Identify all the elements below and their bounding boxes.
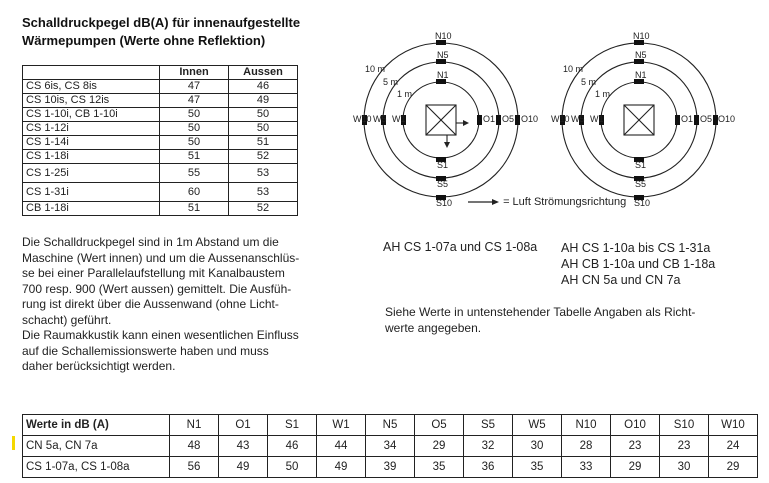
title-line-1: Schalldruckpegel dB(A) für innenaufgestellte <box>22 15 301 30</box>
highlight-marker <box>12 436 15 450</box>
model-cell: CS 10is, CS 12is <box>23 94 160 108</box>
value-cell: 23 <box>660 436 709 457</box>
row-label: CN 5a, CN 7a <box>23 436 170 457</box>
row-label: CS 1-07a, CS 1-08a <box>23 457 170 478</box>
label-o10: O10 <box>521 114 539 124</box>
label-n10: N10 <box>435 31 452 41</box>
aussen-cell: 52 <box>229 150 298 164</box>
measurement-diagram-left <box>353 30 540 208</box>
value-cell: 49 <box>219 457 268 478</box>
caption-line: AH CS 1-10a bis CS 1-31a <box>561 241 711 255</box>
label-n5: N5 <box>635 50 647 60</box>
col-header-label: Werte in dB (A) <box>23 415 170 436</box>
label-o1: O1 <box>681 114 694 124</box>
value-cell: 35 <box>415 457 464 478</box>
col-header-innen: Innen <box>160 66 229 80</box>
value-cell: 34 <box>366 436 415 457</box>
col-header-model <box>23 66 160 80</box>
table-row <box>23 457 758 478</box>
col-header: W1 <box>317 415 366 436</box>
innen-cell: 51 <box>160 150 229 164</box>
innen-cell: 50 <box>160 136 229 150</box>
aussen-cell: 50 <box>229 122 298 136</box>
col-header: W10 <box>709 415 758 436</box>
innen-cell: 47 <box>160 94 229 108</box>
value-cell: 30 <box>660 457 709 478</box>
table-row <box>23 183 298 202</box>
label-o5: O5 <box>502 114 515 124</box>
table-header-row <box>23 415 758 436</box>
para-line: schacht) geführt. <box>22 312 112 327</box>
value-cell: 24 <box>709 436 758 457</box>
model-cell: CS 1-14i <box>23 136 160 150</box>
ring-label-10m: 10 m <box>563 64 584 74</box>
value-cell: 43 <box>219 436 268 457</box>
aussen-cell: 53 <box>229 183 298 202</box>
para-line: rung ist direkt über die Aussenwand (ohne Licht- <box>22 297 279 311</box>
caption-left: AH CS 1-07a und CS 1-08a <box>383 240 538 254</box>
value-cell: 46 <box>268 436 317 457</box>
label-s5: S5 <box>437 179 449 189</box>
caption-line: AH CN 5a und CN 7a <box>561 273 681 287</box>
col-header: N5 <box>366 415 415 436</box>
para-line: auf die Schallemissionswerte haben und muss <box>22 343 269 358</box>
value-cell: 30 <box>513 436 562 457</box>
col-header: S10 <box>660 415 709 436</box>
label-s5: S5 <box>635 179 647 189</box>
label-s10: S10 <box>634 198 651 208</box>
title-line-2: Wärmepumpen (Werte ohne Reflektion) <box>22 33 266 48</box>
innen-cell: 60 <box>160 183 229 202</box>
ring-label-1m: 1 m <box>397 89 413 99</box>
arrow-right-icon <box>468 198 500 206</box>
model-cell: CB 1-18i <box>23 202 160 216</box>
value-cell: 29 <box>709 457 758 478</box>
aussen-cell: 53 <box>229 164 298 183</box>
airflow-legend <box>468 196 626 208</box>
aussen-cell: 50 <box>229 108 298 122</box>
innen-cell: 50 <box>160 108 229 122</box>
table-row <box>23 122 298 136</box>
label-w10: W10 <box>353 114 372 124</box>
value-cell: 48 <box>170 436 219 457</box>
aussen-cell: 49 <box>229 94 298 108</box>
para-line: Maschine (Wert innen) und um die Aussenanschlüs- <box>22 250 300 265</box>
ring-label-1m: 1 m <box>595 89 611 99</box>
directional-values-table <box>22 414 758 478</box>
model-cell: CS 1-12i <box>23 122 160 136</box>
value-cell: 23 <box>611 436 660 457</box>
value-cell: 36 <box>464 457 513 478</box>
label-n10: N10 <box>633 31 650 41</box>
innen-cell: 51 <box>160 202 229 216</box>
para-line: se bei einer Parallelaufstellung mit Kanalbaustem <box>22 266 285 280</box>
label-n5: N5 <box>437 50 449 60</box>
value-cell: 32 <box>464 436 513 457</box>
value-cell: 50 <box>268 457 317 478</box>
para-line: daher berücksichtigt werden. <box>22 359 176 373</box>
page-title <box>22 14 300 50</box>
label-o10: O10 <box>718 114 736 124</box>
table-row <box>23 94 298 108</box>
table-row <box>23 136 298 150</box>
table-row <box>23 108 298 122</box>
measurement-description <box>22 235 342 375</box>
table-row <box>23 150 298 164</box>
value-cell: 29 <box>415 436 464 457</box>
aussen-cell: 46 <box>229 80 298 94</box>
value-cell: 33 <box>562 457 611 478</box>
label-w5: W5 <box>571 114 585 124</box>
label-o1: O1 <box>483 114 496 124</box>
ring-label-5m: 5 m <box>581 77 597 87</box>
col-header-aussen: Aussen <box>229 66 298 80</box>
model-cell: CS 1-31i <box>23 183 160 202</box>
ring-label-10m: 10 m <box>365 64 386 74</box>
innen-cell: 47 <box>160 80 229 94</box>
para-line: Die Schalldruckpegel sind in 1m Abstand um die <box>22 235 279 249</box>
label-o5: O5 <box>700 114 713 124</box>
label-w1: W1 <box>590 114 604 124</box>
model-cell: CS 1-10i, CB 1-10i <box>23 108 160 122</box>
reference-note <box>385 305 735 336</box>
value-cell: 44 <box>317 436 366 457</box>
col-header: O10 <box>611 415 660 436</box>
value-cell: 29 <box>611 457 660 478</box>
col-header: S5 <box>464 415 513 436</box>
col-header: O1 <box>219 415 268 436</box>
table-header-row <box>23 66 298 80</box>
ring-label-5m: 5 m <box>383 77 399 87</box>
sound-level-table <box>22 65 298 216</box>
label-n1: N1 <box>635 70 647 80</box>
label-s1: S1 <box>437 160 449 170</box>
value-cell: 56 <box>170 457 219 478</box>
model-cell: CS 1-18i <box>23 150 160 164</box>
table-row <box>23 164 298 183</box>
col-header: S1 <box>268 415 317 436</box>
caption-right <box>561 240 715 288</box>
label-s1: S1 <box>635 160 647 170</box>
table-row <box>23 202 298 216</box>
aussen-cell: 52 <box>229 202 298 216</box>
label-w1: W1 <box>392 114 406 124</box>
label-n1: N1 <box>437 70 449 80</box>
caption-line: AH CB 1-10a und CB 1-18a <box>561 257 716 271</box>
innen-cell: 50 <box>160 122 229 136</box>
innen-cell: 55 <box>160 164 229 183</box>
aussen-cell: 51 <box>229 136 298 150</box>
note-line: werte angegeben. <box>385 320 482 335</box>
value-cell: 28 <box>562 436 611 457</box>
para-line: Die Raumakkustik kann einen wesentlichen Einfluss <box>22 328 299 342</box>
col-header: N10 <box>562 415 611 436</box>
value-cell: 39 <box>366 457 415 478</box>
value-cell: 49 <box>317 457 366 478</box>
col-header: O5 <box>415 415 464 436</box>
table-row <box>23 80 298 94</box>
value-cell: 35 <box>513 457 562 478</box>
col-header: W5 <box>513 415 562 436</box>
label-s10: S10 <box>436 198 453 208</box>
legend-label: = Luft Strömungsrichtung <box>503 196 627 208</box>
label-w5: W5 <box>373 114 387 124</box>
note-line: Siehe Werte in untenstehender Tabelle Angaben als Richt- <box>385 305 696 319</box>
para-line: 700 resp. 900 (Wert aussen) gemittelt. Die Ausfüh- <box>22 281 292 296</box>
col-header: N1 <box>170 415 219 436</box>
label-w10: W10 <box>551 114 570 124</box>
model-cell: CS 1-25i <box>23 164 160 183</box>
table-row <box>23 436 758 457</box>
model-cell: CS 6is, CS 8is <box>23 80 160 94</box>
